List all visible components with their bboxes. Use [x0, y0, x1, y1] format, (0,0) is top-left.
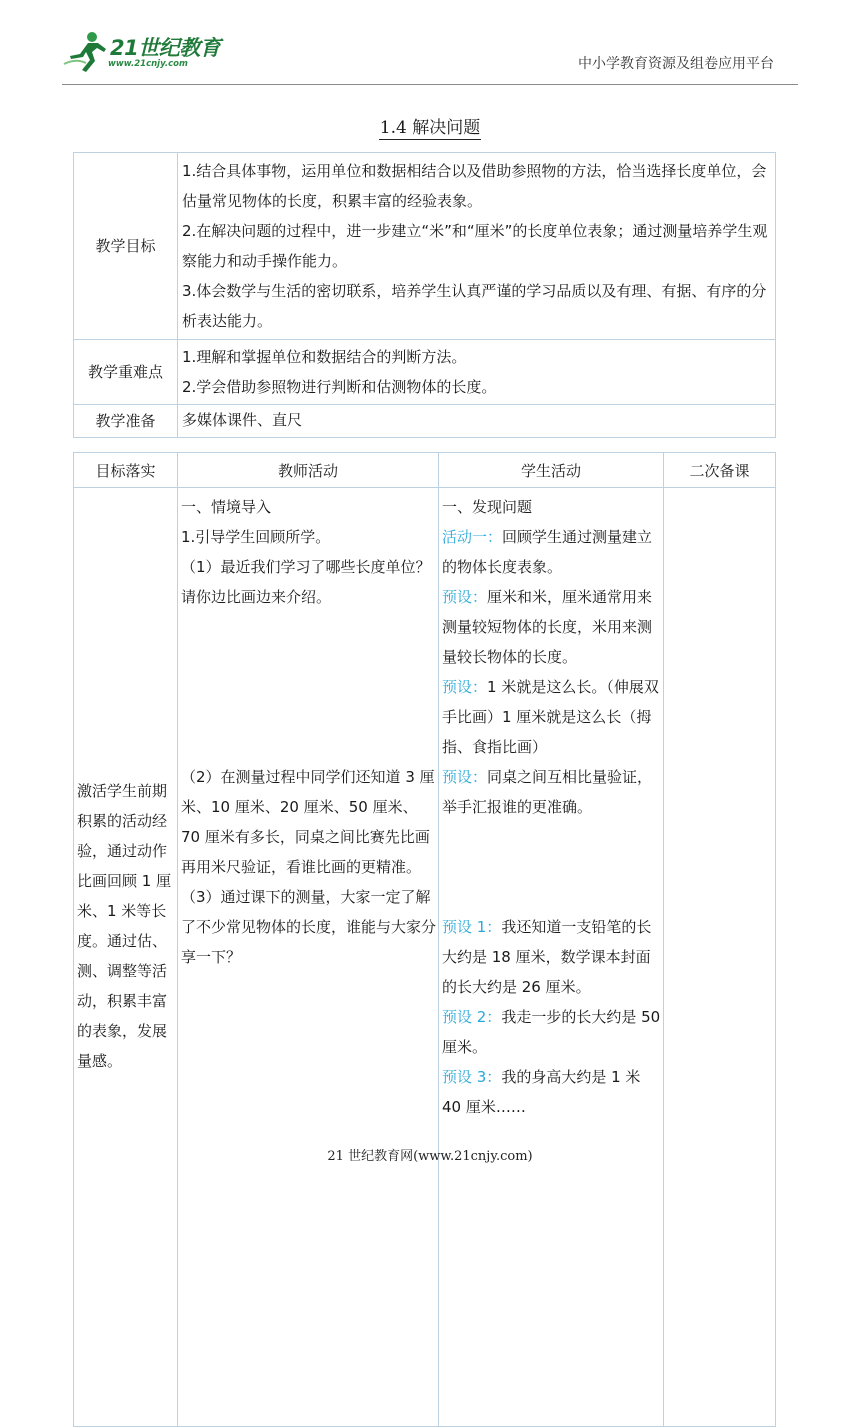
teacher-question: （1）最近我们学习了哪些长度单位？请你边比画边来介绍。 [181, 558, 431, 606]
logo-text: 21世纪教育 [110, 36, 221, 60]
header-divider [62, 84, 798, 85]
item-label: 预设 3： [442, 1068, 502, 1086]
table-row [74, 405, 776, 438]
column-header-notes: 二次备课 [664, 453, 776, 488]
column-header-student: 学生活动 [439, 453, 664, 488]
teacher-heading: 一、情境导入 [181, 498, 272, 516]
table-row [74, 340, 776, 405]
teacher-activity-cell [178, 488, 439, 1427]
logo-url: www.21cnjy.com [108, 59, 188, 69]
item-label: 活动一： [442, 528, 503, 546]
item-text: 1 米就是这么长。（伸展双手比画）1 厘米就是这么长（拇指、食指比画） [442, 678, 659, 756]
row-key-objectives: 教学目标 [74, 153, 178, 340]
student-item [442, 1062, 661, 1122]
notes-cell [664, 488, 776, 1427]
page-header [0, 0, 860, 92]
row-value-preparation: 多媒体课件、直尺 [178, 405, 776, 438]
row-value-objectives [178, 153, 776, 340]
key-point-line: 2.学会借助参照物进行判断和估测物体的长度。 [182, 378, 497, 396]
objective-line: 3.体会数学与生活的密切联系，培养学生认真严谨的学习品质以及有理、有据、有序的分析表达能力。 [182, 282, 767, 330]
teacher-question: （2）在测量过程中同学们还知道 3 厘米、10 厘米、20 厘米、50 厘米、70 厘米有多长，同桌之间比赛先比画再用米尺验证，看谁比画的更精准。 [181, 768, 435, 876]
item-text: 同桌之间互相比量验证，举手汇报谁的更准确。 [442, 768, 653, 816]
student-item [442, 672, 661, 762]
table-row [74, 488, 776, 1427]
key-point-line: 1.理解和掌握单位和数据结合的判断方法。 [182, 348, 467, 366]
student-heading: 一、发现问题 [442, 498, 533, 516]
row-value-key-points [178, 340, 776, 405]
item-label: 预设： [442, 588, 488, 606]
item-text: 我的身高大约是 1 米 40 厘米…… [442, 1068, 641, 1116]
title-text: 1.4 解决问题 [379, 118, 481, 138]
student-item [442, 762, 661, 822]
table-row [74, 153, 776, 340]
item-label: 预设： [442, 678, 488, 696]
row-key-preparation: 教学准备 [74, 405, 178, 438]
item-text: 回顾学生通过测量建立的物体长度表象。 [442, 528, 653, 576]
row-key-key-points: 教学重难点 [74, 340, 178, 405]
item-label: 预设 2： [442, 1008, 502, 1026]
spacer [181, 612, 436, 762]
item-text: 我还知道一支铅笔的长大约是 18 厘米，数学课本封面的长大约是 26 厘米。 [442, 918, 652, 996]
goal-cell: 激活学生前期积累的活动经验，通过动作比画回顾 1 厘米、1 米等长度。通过估、测、调整等活动，积累丰富的表象，发展量感。 [74, 488, 178, 1427]
column-header-teacher: 教师活动 [178, 453, 439, 488]
student-item [442, 582, 661, 672]
item-text: 我走一步的长大约是 50 厘米。 [442, 1008, 661, 1056]
objective-line: 1.结合具体事物，运用单位和数据相结合以及借助参照物的方法，恰当选择长度单位，会估量常见物体的长度，积累丰富的经验表象。 [182, 162, 767, 210]
teacher-intro: 1.引导学生回顾所学。 [181, 528, 331, 546]
student-item [442, 912, 661, 1002]
column-header-goal: 目标落实 [74, 453, 178, 488]
page-title [0, 113, 860, 138]
platform-name: 中小学教育资源及组卷应用平台 [578, 56, 774, 72]
table-header-row [74, 453, 776, 488]
student-item [442, 522, 661, 582]
runner-logo-icon [62, 30, 112, 74]
activity-table [73, 452, 776, 1427]
objective-line: 2.在解决问题的过程中，进一步建立“米”和“厘米”的长度单位表象；通过测量培养学生观察能力和动手操作能力。 [182, 222, 768, 270]
student-activity-cell [439, 488, 664, 1427]
lesson-info-table [73, 152, 776, 438]
teacher-question: （3）通过课下的测量，大家一定了解了不少常见物体的长度，谁能与大家分享一下？ [181, 888, 437, 966]
item-label: 预设： [442, 768, 488, 786]
spacer [442, 822, 661, 912]
student-item [442, 1002, 661, 1062]
item-text: 厘米和米，厘米通常用来测量较短物体的长度，米用来测量较长物体的长度。 [442, 588, 653, 666]
item-label: 预设 1： [442, 918, 502, 936]
page-footer: 21 世纪教育网(www.21cnjy.com) [327, 1149, 533, 1164]
site-logo[interactable] [62, 30, 232, 74]
